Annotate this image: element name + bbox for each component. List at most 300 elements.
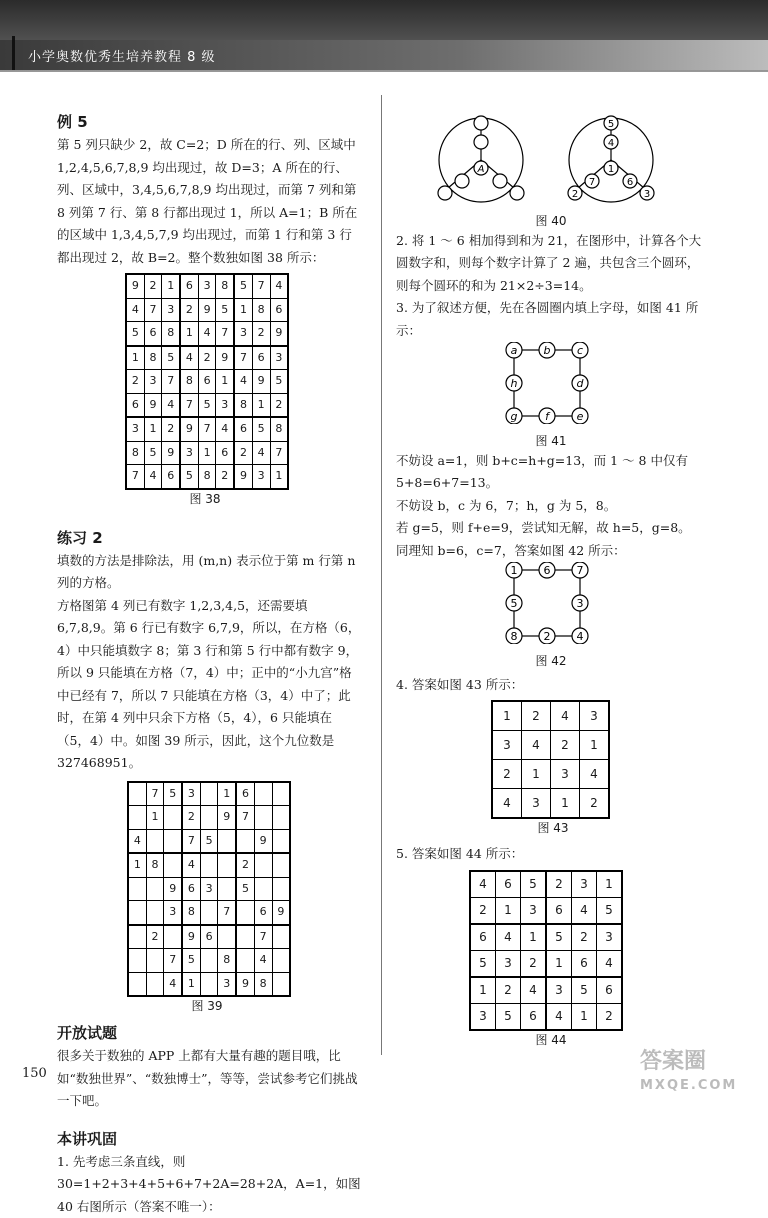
grid-cell: 6 [572, 950, 597, 977]
grid-cell: 2 [522, 701, 551, 731]
grid-cell: 9 [126, 274, 144, 298]
page-header [0, 0, 768, 72]
grid-cell: 5 [200, 829, 218, 853]
grid-cell: 1 [252, 393, 270, 417]
grid-cell [128, 949, 146, 973]
fig40-num-left-outer: 2 [572, 189, 578, 200]
grid-cell: 1 [580, 731, 610, 760]
grid-cell: 5 [162, 346, 180, 370]
grid-cell: 6 [521, 1003, 547, 1030]
fig40-num-upper: 4 [608, 138, 614, 149]
grid-row [126, 417, 288, 441]
grid-cell: 3 [521, 897, 547, 924]
column-divider [381, 95, 382, 1055]
grid-row [492, 789, 609, 819]
grid-cell [272, 829, 290, 853]
answer-3-step-2: 不妨设 b，c 为 6，7；h，g 为 5，8。 [396, 495, 711, 518]
grid-cell: 4 [270, 274, 288, 298]
grid-cell [254, 806, 272, 830]
answer-3-step-3: 若 g=5，则 f+e=9，尝试知无解，故 h=5，g=8。 [396, 517, 711, 540]
fig42-b: 6 [544, 564, 551, 577]
grid-cell: 4 [521, 977, 547, 1004]
grid-cell [272, 853, 290, 877]
grid-cell: 3 [234, 322, 252, 346]
grid-row [128, 806, 290, 830]
figure-38-caption: 图 38 [125, 490, 285, 508]
grid-cell: 6 [496, 871, 521, 898]
grid-cell: 8 [180, 370, 198, 394]
grid-cell: 1 [521, 924, 547, 951]
grid-cell: 8 [218, 949, 236, 973]
grid-cell: 5 [236, 877, 254, 901]
grid-cell [236, 829, 254, 853]
grid-cell: 9 [144, 393, 162, 417]
grid-cell [272, 782, 290, 806]
grid-cell: 3 [126, 417, 144, 441]
grid-cell: 5 [180, 465, 198, 489]
grid-cell: 6 [234, 417, 252, 441]
grid-cell [200, 853, 218, 877]
grid-cell: 9 [270, 322, 288, 346]
grid-cell [200, 782, 218, 806]
grid-cell [128, 925, 146, 949]
grid-cell: 6 [236, 782, 254, 806]
example-5-heading: 例 5 [57, 110, 362, 134]
grid-cell: 8 [216, 274, 234, 298]
grid-cell: 5 [144, 441, 162, 465]
fig41-e: e [577, 410, 584, 423]
fig42-h: 5 [511, 597, 518, 610]
grid-cell: 2 [252, 322, 270, 346]
grid-cell: 4 [252, 441, 270, 465]
grid-row [128, 972, 290, 996]
grid-cell: 3 [597, 924, 623, 951]
grid-cell: 1 [270, 465, 288, 489]
grid-cell: 4 [522, 731, 551, 760]
grid-cell: 1 [198, 441, 216, 465]
grid-cell: 5 [546, 924, 572, 951]
figure-41-caption: 图 41 [396, 432, 706, 450]
grid-43 [491, 700, 610, 819]
grid-row [128, 901, 290, 925]
grid-cell: 1 [216, 370, 234, 394]
grid-cell: 9 [252, 370, 270, 394]
grid-cell: 4 [182, 853, 200, 877]
grid-cell: 3 [200, 877, 218, 901]
grid-cell: 4 [128, 829, 146, 853]
grid-cell: 6 [198, 370, 216, 394]
grid-cell: 5 [572, 977, 597, 1004]
grid-cell: 3 [216, 393, 234, 417]
grid-cell: 1 [551, 789, 580, 819]
fig40-label-a: A [477, 164, 485, 175]
grid-cell: 2 [572, 924, 597, 951]
grid-row [128, 925, 290, 949]
grid-cell: 4 [234, 370, 252, 394]
grid-cell: 3 [144, 370, 162, 394]
grid-cell: 2 [546, 871, 572, 898]
figure-40-diagram [396, 90, 666, 210]
left-column [57, 110, 362, 1218]
grid-cell [236, 925, 254, 949]
grid-cell [218, 925, 236, 949]
grid-cell: 5 [496, 1003, 521, 1030]
figure-42-diagram [396, 562, 706, 644]
grid-cell [128, 901, 146, 925]
example-5-text: 第 5 列只缺少 2，故 C=2；D 所在的行、列、区域中 1,2,4,5,6,7,8,9 均出现过，故 D=3；A 所在的行、列、区域中，3,4,5,6,7,8,9 均出现过，而第 7 列和第 8 列第 7 行、第 8 行都出现过 1，所以 A=1；B 所在的区域中 1,3,4,5,7,9 均出现过，而第 1 行和第 3 行都出现过 2，故 B=2。整个数独如图 38 所示： [57, 134, 362, 269]
grid-cell [272, 806, 290, 830]
book-title: 小学奥数优秀生培养教程 8 级 [28, 46, 216, 65]
grid-cell: 6 [546, 897, 572, 924]
grid-cell [164, 829, 182, 853]
grid-cell: 3 [182, 782, 200, 806]
grid-cell: 4 [546, 1003, 572, 1030]
answer-3-step-4: 同理知 b=6，c=7，答案如图 42 所示： [396, 540, 711, 563]
grid-cell: 6 [162, 465, 180, 489]
grid-cell [146, 829, 164, 853]
header-mark [12, 36, 15, 70]
grid-cell: 7 [198, 417, 216, 441]
grid-cell: 5 [164, 782, 182, 806]
grid-cell [218, 853, 236, 877]
grid-cell: 9 [182, 925, 200, 949]
grid-row [492, 760, 609, 789]
grid-cell: 5 [597, 897, 623, 924]
fig41-d: d [577, 377, 585, 390]
grid-cell: 5 [234, 274, 252, 298]
grid-cell: 7 [216, 322, 234, 346]
grid-cell: 5 [216, 298, 234, 322]
grid-44 [469, 870, 623, 1031]
answer-3-step-1: 不妨设 a=1，则 b+c=h+g=13，而 1 ～ 8 中仅有 5+8=6+7=13。 [396, 450, 711, 495]
grid-row [126, 393, 288, 417]
grid-cell [146, 877, 164, 901]
grid-row [470, 977, 622, 1004]
grid-cell: 3 [470, 1003, 496, 1030]
grid-cell: 3 [492, 731, 522, 760]
grid-cell: 2 [551, 731, 580, 760]
grid-cell: 4 [180, 346, 198, 370]
grid-cell: 4 [492, 789, 522, 819]
review-text: 1. 先考虑三条直线，则 30=1+2+3+4+5+6+7+2A=28+2A，A=1，如图 40 右图所示（答案不唯一）： [57, 1151, 362, 1218]
grid-cell: 8 [234, 393, 252, 417]
grid-cell: 3 [164, 901, 182, 925]
grid-cell: 6 [470, 924, 496, 951]
fig40-num-center: 1 [608, 164, 614, 175]
grid-cell: 7 [180, 393, 198, 417]
watermark-line-1: 答案圈 [640, 1050, 737, 1074]
grid-cell [236, 949, 254, 973]
fig40-num-left-inner: 7 [589, 177, 595, 188]
page-number: 150 [22, 1066, 47, 1081]
grid-cell: 5 [270, 370, 288, 394]
grid-cell: 7 [234, 346, 252, 370]
grid-cell: 2 [470, 897, 496, 924]
grid-cell: 5 [252, 417, 270, 441]
grid-cell: 8 [252, 298, 270, 322]
grid-cell [128, 972, 146, 996]
grid-cell: 8 [270, 417, 288, 441]
grid-cell: 1 [496, 897, 521, 924]
grid-cell: 1 [218, 782, 236, 806]
grid-cell [164, 853, 182, 877]
grid-cell [272, 877, 290, 901]
grid-cell: 2 [126, 370, 144, 394]
grid-cell: 6 [216, 441, 234, 465]
grid-cell: 3 [496, 950, 521, 977]
figure-43-caption: 图 43 [491, 819, 615, 837]
grid-row [126, 441, 288, 465]
grid-cell: 7 [144, 298, 162, 322]
grid-row [128, 877, 290, 901]
grid-cell: 5 [126, 322, 144, 346]
fig41-b: b [544, 344, 551, 357]
grid-cell [272, 972, 290, 996]
grid-cell: 4 [470, 871, 496, 898]
grid-row [470, 924, 622, 951]
grid-cell: 4 [580, 760, 610, 789]
grid-cell [128, 877, 146, 901]
grid-row [128, 782, 290, 806]
grid-cell: 7 [218, 901, 236, 925]
fig41-c: c [577, 344, 583, 357]
grid-cell: 1 [492, 701, 522, 731]
grid-cell: 1 [234, 298, 252, 322]
grid-cell [218, 829, 236, 853]
watermark [640, 1050, 737, 1098]
grid-cell: 4 [144, 465, 162, 489]
grid-cell [128, 806, 146, 830]
figure-41-diagram [396, 342, 706, 424]
grid-row [470, 950, 622, 977]
figure-39 [127, 781, 362, 1016]
grid-cell: 7 [164, 949, 182, 973]
watermark-line-2: MXQE.COM [640, 1074, 737, 1098]
fig42-c: 7 [577, 564, 584, 577]
grid-cell [200, 806, 218, 830]
fig41-g: g [511, 410, 518, 423]
grid-cell: 6 [270, 298, 288, 322]
grid-cell: 3 [270, 346, 288, 370]
grid-row [126, 322, 288, 346]
grid-cell: 5 [470, 950, 496, 977]
figure-40-caption: 图 40 [396, 212, 706, 230]
grid-cell: 7 [162, 370, 180, 394]
grid-cell: 2 [580, 789, 610, 819]
grid-cell: 8 [182, 901, 200, 925]
grid-cell [272, 925, 290, 949]
grid-cell: 6 [597, 977, 623, 1004]
grid-cell: 1 [126, 346, 144, 370]
grid-cell: 3 [162, 298, 180, 322]
fig42-a: 1 [511, 564, 518, 577]
grid-cell: 3 [546, 977, 572, 1004]
grid-cell: 2 [182, 806, 200, 830]
grid-cell [254, 853, 272, 877]
grid-cell: 1 [597, 871, 623, 898]
grid-cell: 1 [128, 853, 146, 877]
answer-2-text: 2. 将 1 ～ 6 相加得到和为 21，在图形中，计算各个大圆数字和，则每个数字计算了 2 遍，共包含三个圆环，则每个圆环的和为 21×2÷3=14。 [396, 230, 711, 298]
grid-row [128, 829, 290, 853]
grid-cell [128, 782, 146, 806]
grid-cell: 3 [551, 760, 580, 789]
answer-5-text: 5. 答案如图 44 所示： [396, 843, 711, 866]
fig40-num-right-inner: 6 [627, 177, 633, 188]
fig40-num-right-outer: 3 [644, 189, 650, 200]
grid-cell: 6 [252, 346, 270, 370]
grid-cell [200, 901, 218, 925]
figure-38 [125, 273, 362, 508]
fig42-e: 4 [577, 630, 584, 643]
grid-cell: 2 [162, 417, 180, 441]
grid-cell: 9 [216, 346, 234, 370]
grid-cell [146, 901, 164, 925]
grid-cell: 9 [236, 972, 254, 996]
grid-cell: 2 [236, 853, 254, 877]
grid-cell: 3 [218, 972, 236, 996]
grid-cell [200, 949, 218, 973]
grid-cell: 8 [162, 322, 180, 346]
grid-cell: 7 [126, 465, 144, 489]
grid-cell: 6 [182, 877, 200, 901]
grid-cell: 2 [180, 298, 198, 322]
grid-cell: 8 [198, 465, 216, 489]
grid-cell: 9 [272, 901, 290, 925]
grid-cell: 4 [126, 298, 144, 322]
grid-row [126, 346, 288, 370]
review-heading: 本讲巩固 [57, 1127, 362, 1151]
grid-cell: 3 [580, 701, 610, 731]
grid-cell: 3 [198, 274, 216, 298]
grid-cell: 8 [144, 346, 162, 370]
grid-row [126, 274, 288, 298]
figure-44 [469, 870, 711, 1049]
grid-cell: 5 [182, 949, 200, 973]
open-question-heading: 开放试题 [57, 1021, 362, 1045]
grid-cell: 1 [180, 322, 198, 346]
fig41-h: h [511, 377, 518, 390]
grid-cell: 5 [521, 871, 547, 898]
grid-cell: 4 [597, 950, 623, 977]
fig41-a: a [511, 344, 518, 357]
grid-cell [146, 949, 164, 973]
grid-cell: 2 [597, 1003, 623, 1030]
grid-cell: 2 [496, 977, 521, 1004]
fig42-g: 8 [511, 630, 518, 643]
grid-cell [254, 782, 272, 806]
grid-cell: 8 [146, 853, 164, 877]
grid-cell [146, 972, 164, 996]
grid-cell: 1 [470, 977, 496, 1004]
grid-cell: 6 [180, 274, 198, 298]
fig41-f: f [545, 410, 551, 423]
grid-cell: 7 [236, 806, 254, 830]
grid-cell [236, 901, 254, 925]
grid-row [470, 897, 622, 924]
open-question-text: 很多关于数独的 APP 上都有大量有趣的题目哦，比如“数独世界”、“数独博士”，等等，尝试参考它们挑战一下吧。 [57, 1045, 362, 1113]
grid-cell: 9 [234, 465, 252, 489]
practice-2-text-2: 方格图第 4 列已有数字 1,2,3,4,5，还需要填 6,7,8,9。第 6 行已有数字 6,7,9，所以，在方格（6，4）中只能填数字 8；第 3 行和第 5 行中都有数字 9，所以 9 只能填在方格（7，4）中；正中的“小九宫”格中已经有 7，所以 7 只能填在方格（3，4）中了；此时，在第 4 列中只余下方格（5，4），6 只能填在（5，4）中。如图 39 所示，因此，这个九位数是 327468951。 [57, 595, 362, 775]
answer-4-text: 4. 答案如图 43 所示： [396, 674, 711, 697]
grid-cell: 6 [144, 322, 162, 346]
grid-cell [218, 877, 236, 901]
grid-cell: 2 [521, 950, 547, 977]
grid-cell: 7 [254, 925, 272, 949]
figure-39-caption: 图 39 [127, 997, 287, 1015]
grid-cell: 4 [254, 949, 272, 973]
grid-row [126, 465, 288, 489]
sudoku-grid-38 [125, 273, 289, 490]
grid-cell: 6 [126, 393, 144, 417]
grid-cell: 5 [198, 393, 216, 417]
grid-cell: 4 [551, 701, 580, 731]
grid-cell: 9 [180, 417, 198, 441]
grid-cell: 9 [198, 298, 216, 322]
practice-2-heading: 练习 2 [57, 526, 362, 550]
grid-cell [164, 925, 182, 949]
grid-row [126, 370, 288, 394]
grid-cell: 1 [144, 417, 162, 441]
grid-cell: 8 [254, 972, 272, 996]
grid-cell: 7 [182, 829, 200, 853]
grid-cell: 4 [164, 972, 182, 996]
grid-cell: 3 [522, 789, 551, 819]
figure-42-caption: 图 42 [396, 652, 706, 670]
grid-cell [272, 949, 290, 973]
grid-cell: 9 [164, 877, 182, 901]
grid-cell: 9 [162, 441, 180, 465]
grid-cell: 3 [252, 465, 270, 489]
grid-cell: 4 [162, 393, 180, 417]
grid-cell [254, 877, 272, 901]
grid-row [470, 871, 622, 898]
grid-row [492, 731, 609, 760]
grid-cell: 2 [146, 925, 164, 949]
fig40-num-top: 5 [608, 119, 614, 130]
grid-row [128, 853, 290, 877]
grid-cell [164, 806, 182, 830]
grid-cell: 1 [546, 950, 572, 977]
grid-cell: 8 [126, 441, 144, 465]
grid-cell: 2 [270, 393, 288, 417]
figure-43 [491, 700, 711, 837]
fig42-d: 3 [577, 597, 584, 610]
grid-cell: 7 [252, 274, 270, 298]
grid-cell: 6 [254, 901, 272, 925]
right-column [396, 90, 711, 1049]
grid-cell: 7 [146, 782, 164, 806]
grid-cell: 2 [492, 760, 522, 789]
grid-cell: 2 [144, 274, 162, 298]
sudoku-grid-39 [127, 781, 291, 998]
grid-cell: 1 [572, 1003, 597, 1030]
grid-cell: 1 [146, 806, 164, 830]
grid-cell: 2 [198, 346, 216, 370]
grid-row [126, 298, 288, 322]
grid-cell: 3 [572, 871, 597, 898]
grid-row [128, 949, 290, 973]
grid-cell: 4 [198, 322, 216, 346]
practice-2-text-1: 填数的方法是排除法，用 (m,n) 表示位于第 m 行第 n 列的方格。 [57, 550, 362, 595]
grid-cell: 9 [218, 806, 236, 830]
grid-cell: 7 [270, 441, 288, 465]
grid-cell: 1 [182, 972, 200, 996]
grid-cell: 3 [180, 441, 198, 465]
grid-cell: 2 [234, 441, 252, 465]
figure-44-caption: 图 44 [469, 1031, 633, 1049]
grid-cell: 1 [162, 274, 180, 298]
answer-3-text: 3. 为了叙述方便，先在各圆圈内填上字母，如图 41 所示： [396, 297, 711, 342]
